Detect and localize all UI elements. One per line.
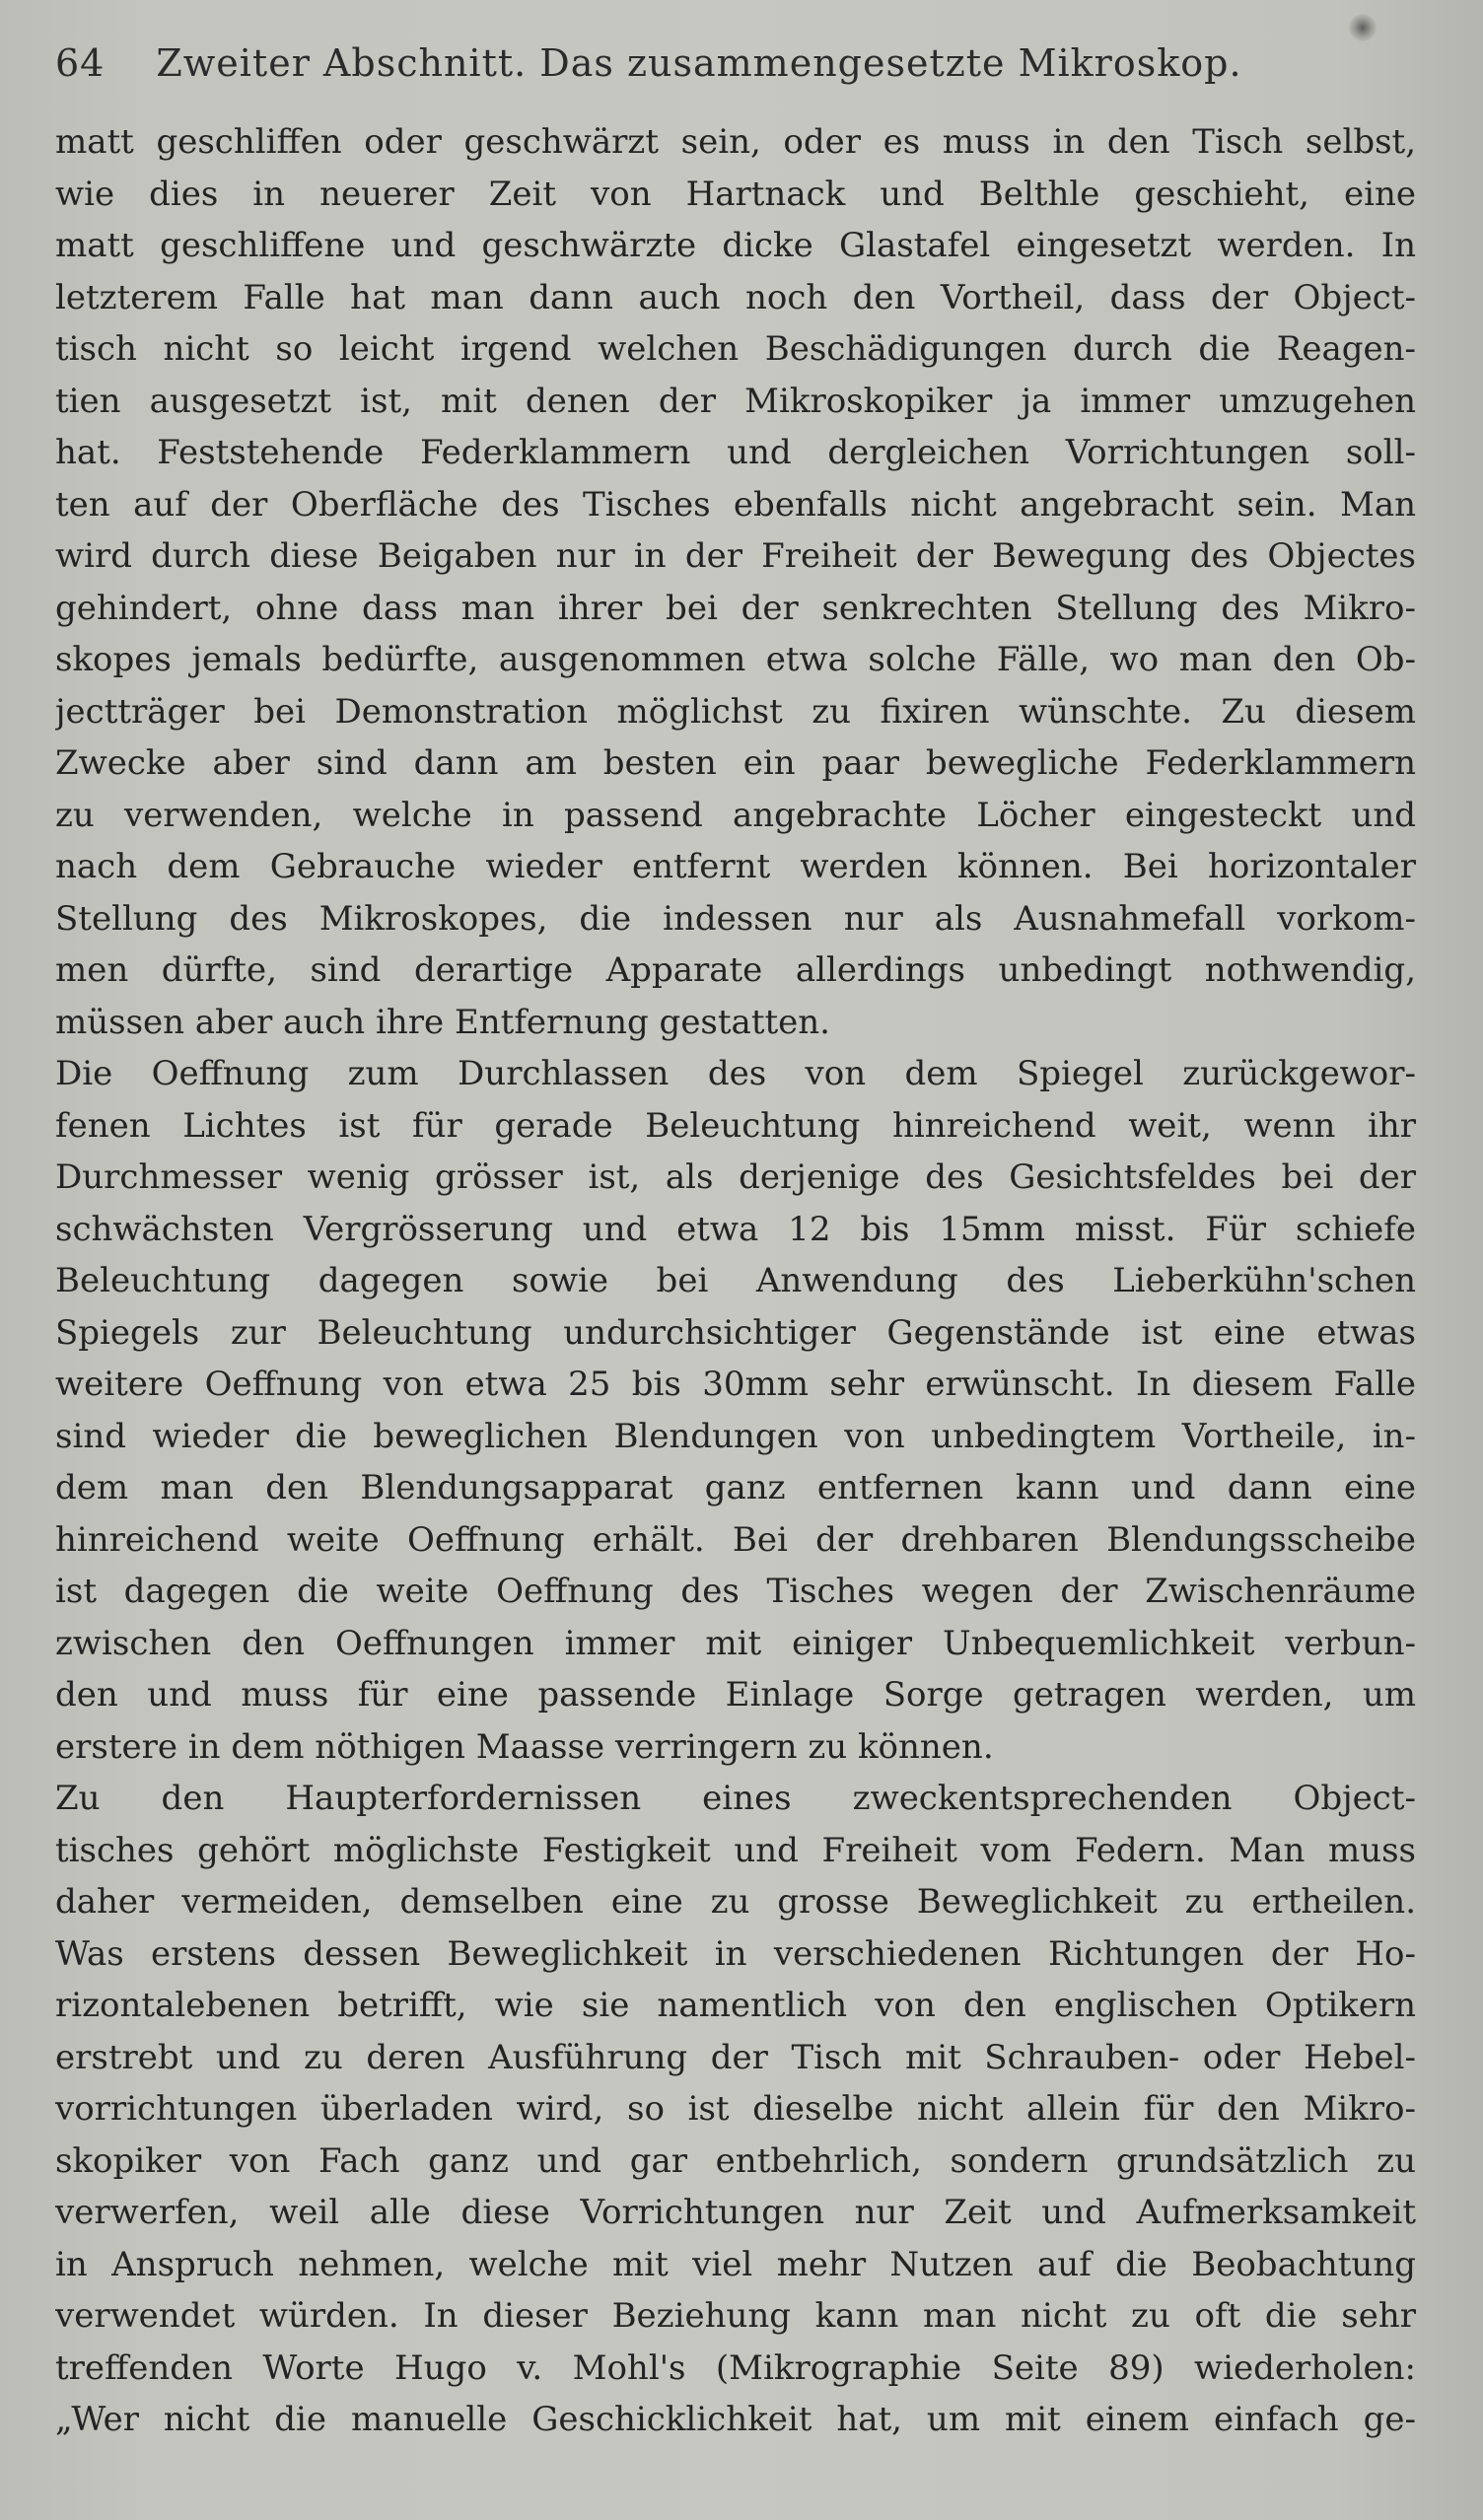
text-line: hinreichend weite Oeffnung erhält. Bei der drehbaren Blendungsscheibe [55, 1519, 1416, 1560]
running-title: Zweiter Abschnitt. Das zusammengesetzte Mikroskop. [156, 41, 1242, 85]
text-line: Zu den Haupterfordernissen eines zweckentsprechenden Object- [55, 1779, 1416, 1818]
text-line: letzterem Falle hat man dann auch noch den Vortheil, dass der Object- [55, 277, 1416, 317]
text-line: tien ausgesetzt ist, mit denen der Mikroskopiker ja immer umzugehen [55, 381, 1416, 421]
text-line: verwendet würden. In dieser Beziehung kann man nicht zu oft die sehr [55, 2296, 1416, 2336]
text-line: matt geschliffen oder geschwärzt sein, oder es muss in den Tisch selbst, [55, 122, 1416, 162]
text-line: wird durch diese Beigaben nur in der Freiheit der Bewegung des Objectes [55, 536, 1416, 576]
text-line: wie dies in neuerer Zeit von Hartnack und Belthle geschieht, eine [55, 174, 1416, 214]
text-line: nach dem Gebrauche wieder entfernt werden können. Bei horizontaler [55, 847, 1416, 886]
text-line: zwischen den Oeffnungen immer mit einiger Unbequemlichkeit verbun- [55, 1623, 1416, 1663]
ink-spot [1349, 14, 1377, 41]
text-line: skopiker von Fach ganz und gar entbehrlich, sondern grundsätzlich zu [55, 2140, 1416, 2181]
text-line: tisch nicht so leicht irgend welchen Beschädigungen durch die Reagen- [55, 329, 1416, 369]
text-line: daher vermeiden, demselben eine zu grosse Beweglichkeit zu ertheilen. [55, 1882, 1416, 1922]
text-line: müssen aber auch ihre Entfernung gestatten. [55, 1002, 830, 1042]
text-line: zu verwenden, welche in passend angebrachte Löcher eingesteckt und [55, 795, 1416, 835]
text-line: Durchmesser wenig grösser ist, als derjenige des Gesichtsfeldes bei der [55, 1157, 1416, 1197]
text-line: vorrichtungen überladen wird, so ist dieselbe nicht allein für den Mikro- [55, 2089, 1416, 2129]
text-line: schwächsten Vergrösserung und etwa 12 bis 15mm misst. Für schiefe [55, 1209, 1416, 1249]
text-line: Was erstens dessen Beweglichkeit in verschiedenen Richtungen der Ho- [55, 1933, 1416, 1974]
text-line: weitere Oeffnung von etwa 25 bis 30mm sehr erwünscht. In diesem Falle [55, 1365, 1416, 1404]
text-line: skopes jemals bedürfte, ausgenommen etwa solche Fälle, wo man den Ob- [55, 640, 1416, 679]
text-line: ist dagegen die weite Oeffnung des Tisches wegen der Zwischenräume [55, 1572, 1416, 1611]
text-line: men dürfte, sind derartige Apparate allerdings unbedingt nothwendig, [55, 950, 1416, 990]
text-line: rizontalebenen betrifft, wie sie namentlich von den englischen Optikern [55, 1986, 1416, 2025]
running-header [55, 34, 1242, 93]
text-line: erstere in dem nöthigen Maasse verringern zu können. [55, 1726, 994, 1767]
text-line: Beleuchtung dagegen sowie bei Anwendung des Lieberkühn'schen [55, 1261, 1416, 1300]
text-line: Zwecke aber sind dann am besten ein paar bewegliche Federklammern [55, 743, 1416, 783]
text-line: treffenden Worte Hugo v. Mohl's (Mikrographie Seite 89) wiederholen: [55, 2347, 1416, 2388]
text-line: „Wer nicht die manuelle Geschicklichkeit hat, um mit einem einfach ge- [55, 2400, 1416, 2439]
text-line: in Anspruch nehmen, welche mit viel mehr Nutzen auf die Beobachtung [55, 2244, 1416, 2284]
text-line: hat. Feststehende Federklammern und dergleichen Vorrichtungen soll- [55, 433, 1416, 472]
text-line: Spiegels zur Beleuchtung undurchsichtiger Gegenstände ist eine etwas [55, 1312, 1416, 1353]
text-line: tisches gehört möglichste Festigkeit und Freiheit vom Federn. Man muss [55, 1830, 1416, 1870]
text-line: jectträger bei Demonstration möglichst zu fixiren wünschte. Zu diesem [55, 691, 1416, 732]
text-line: den und muss für eine passende Einlage Sorge getragen werden, um [55, 1675, 1416, 1715]
text-line: verwerfen, weil alle diese Vorrichtungen nur Zeit und Aufmerksamkeit [55, 2193, 1416, 2232]
page-number: 64 [55, 41, 106, 85]
text-line: Die Oeffnung zum Durchlassen des von dem Spiegel zurückgewor- [55, 1054, 1416, 1093]
text-line: ten auf der Oberfläche des Tisches ebenfalls nicht angebracht sein. Man [55, 484, 1416, 525]
text-line: fenen Lichtes ist für gerade Beleuchtung hinreichend weit, wenn ihr [55, 1105, 1416, 1146]
text-line: matt geschliffene und geschwärzte dicke Glastafel eingesetzt werden. In [55, 226, 1416, 265]
body-text [55, 116, 1416, 2446]
text-line: sind wieder die beweglichen Blendungen von unbedingtem Vortheile, in- [55, 1416, 1416, 1456]
text-line: Stellung des Mikroskopes, die indessen nur als Ausnahmefall vorkom- [55, 898, 1416, 939]
text-line: dem man den Blendungsapparat ganz entfernen kann und dann eine [55, 1468, 1416, 1507]
text-line: gehindert, ohne dass man ihrer bei der senkrechten Stellung des Mikro- [55, 588, 1416, 628]
text-line: erstrebt und zu deren Ausführung der Tisch mit Schrauben- oder Hebel- [55, 2037, 1416, 2077]
